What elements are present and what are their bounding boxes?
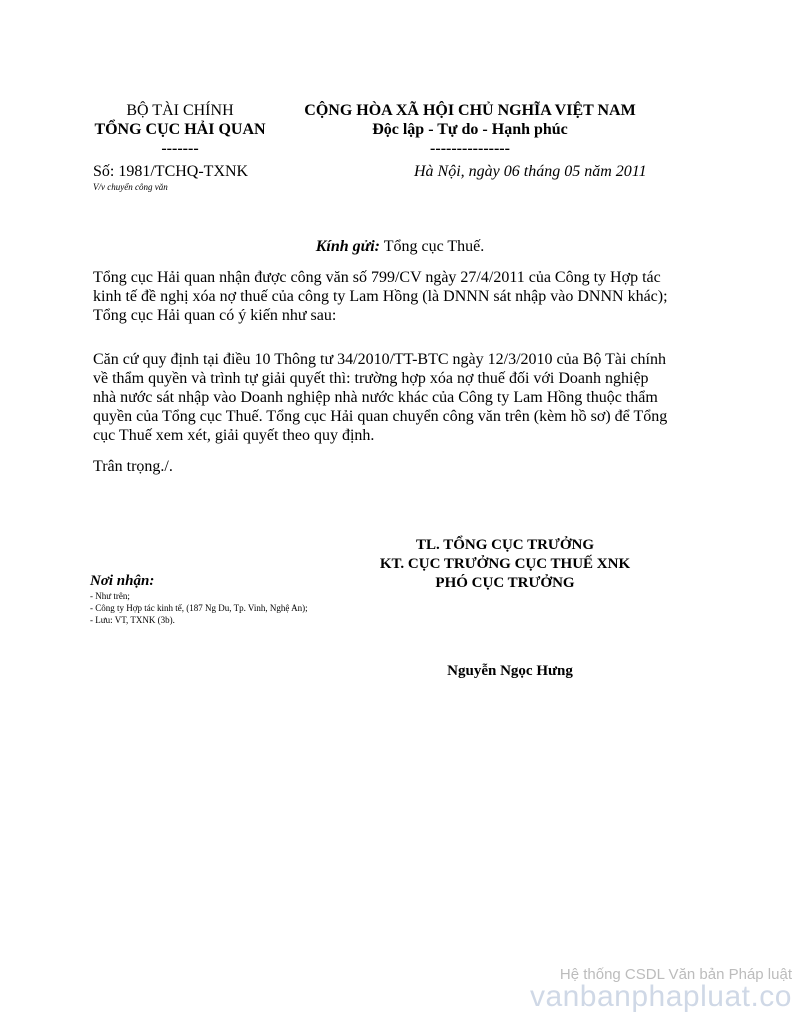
- recipients-list: [90, 573, 390, 626]
- place-and-date: Hà Nội, ngày 06 tháng 05 năm 2011: [414, 163, 647, 180]
- watermark-text: Hệ thống CSDL Văn bản Pháp luật: [559, 966, 792, 983]
- document-number: Số: 1981/TCHQ-TXNK: [93, 163, 249, 180]
- watermark-url: vanbanphapluat.co: [529, 980, 792, 1013]
- recipient-label: Kính gửi:: [315, 238, 380, 255]
- motto: Độc lập - Tự do - Hạnh phúc: [372, 121, 568, 138]
- issuing-agency-header: [80, 101, 280, 158]
- signature-title-line: KT. CỤC TRƯỞNG CỤC THUẾ XNK: [379, 556, 631, 572]
- national-header: [290, 101, 650, 158]
- recipient-line: [0, 238, 800, 256]
- signature-block: [360, 536, 650, 593]
- signature-title-line: TL. TỔNG CỤC TRƯỞNG: [415, 537, 595, 553]
- list-item: - Như trên;: [90, 591, 130, 601]
- right-divider: ---------------: [430, 140, 510, 157]
- body-paragraph: Căn cứ quy định tại điều 10 Thông tư 34/2010/TT-BTC ngày 12/3/2010 của Bộ Tài chính về thẩm quyền và trình tự giải quyết thì: trường hợp xóa nợ thuế đối với Doanh nghiệp nhà nước sát nhập vào Doanh nghiệp nhà nước khác của Công ty Lam Hồng thuộc thẩm quyền của Tổng cục Thuế. Tổng cục Hải quan chuyển công văn trên (kèm hồ sơ) để Tổng cục Thuế xem xét, giải quyết theo quy định.: [93, 351, 668, 444]
- body-paragraph: Tổng cục Hải quan nhận được công văn số 799/CV ngày 27/4/2011 của Công ty Hợp tác kinh tế đề nghị xóa nợ thuế của công ty Lam Hồng (là DNNN sát nhập vào DNNN khác); Tổng cục Hải quan có ý kiến như sau:: [93, 269, 668, 324]
- list-item: - Lưu: VT, TXNK (3b).: [90, 615, 175, 625]
- left-divider: -------: [161, 140, 199, 157]
- recipients-title: Nơi nhận:: [90, 573, 155, 589]
- recipient-name: Tổng cục Thuế.: [383, 238, 485, 255]
- ministry-name: BỘ TÀI CHÍNH: [126, 102, 234, 119]
- list-item: - Công ty Hợp tác kinh tế, (187 Ng Du, Tp. Vinh, Nghệ An);: [90, 603, 308, 613]
- document-subject: V/v chuyển công văn: [93, 182, 168, 192]
- closing-line: Trân trọng./.: [93, 458, 173, 475]
- nation-title: CỘNG HÒA XÃ HỘI CHỦ NGHĨA VIỆT NAM: [304, 102, 636, 119]
- department-name: TỔNG CỤC HẢI QUAN: [94, 121, 266, 138]
- signature-title-line: PHÓ CỤC TRƯỞNG: [435, 575, 575, 591]
- signer-name: Nguyễn Ngọc Hưng: [447, 663, 573, 679]
